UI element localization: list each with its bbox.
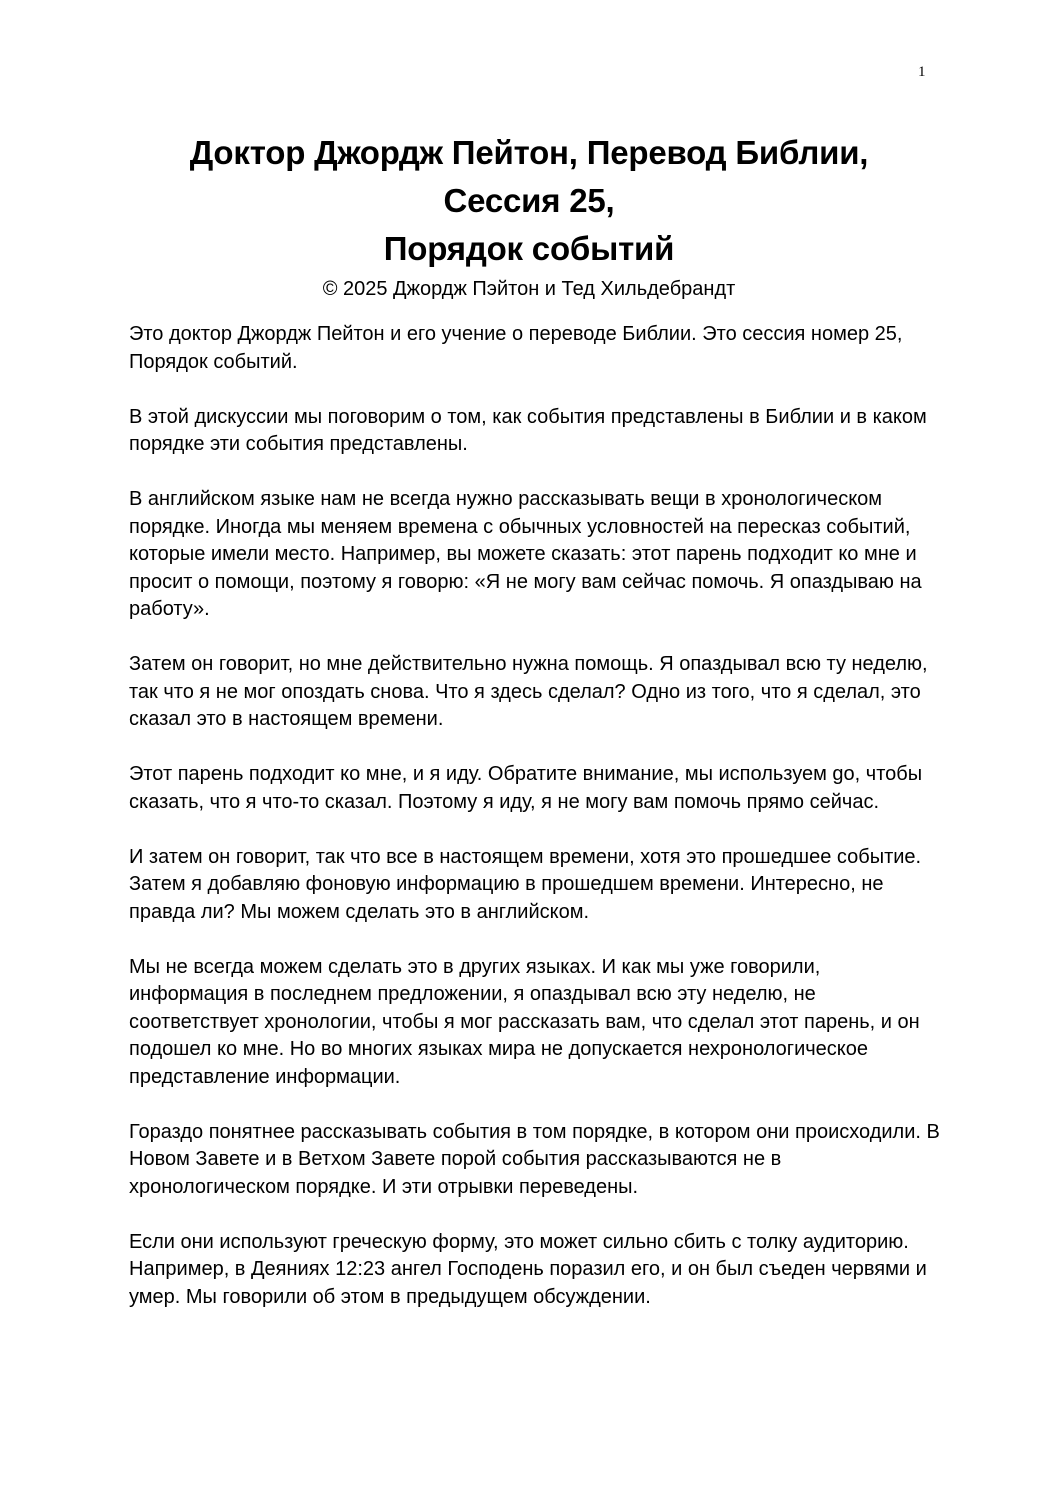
paragraph-4: Затем он говорит, но мне действительно нужна помощь. Я опаздывал всю ту неделю, так что я не мог опоздать снова. Что я здесь сделал? Одно из того, что я сделал, это сказал это в настоящем времени. [129, 653, 928, 730]
page-number: 1 [918, 64, 926, 80]
paragraph-3: В английском языке нам не всегда нужно рассказывать вещи в хронологическом порядке. Иногда мы меняем времена с обычных условностей на пересказ событий, которые имели место. Например, вы можете сказать: этот парень подходит ко мне и просит о помощи, поэтому я говорю: «Я не могу вам сейчас помочь. Я опаздываю на работу». [129, 488, 922, 620]
paragraph-7: Мы не всегда можем сделать это в других языках. И как мы уже говорили, информация в последнем предложении, я опаздывал всю эту неделю, не соответствует хронологии, чтобы я мог рассказать вам, что сделал этот парень, и он подошел ко мне. Но во многих языках мира не допускается нехронологическое представление информации. [129, 955, 920, 1088]
document-header [100, 129, 958, 304]
document-title-line-1: Доктор Джордж Пейтон, Перевод Библии, [189, 134, 869, 171]
paragraph-8: Гораздо понятнее рассказывать события в том порядке, в котором они происходили. В Новом Завете и в Ветхом Завете порой события рассказываются не в хронологическом порядке. И эти отрывки переведены. [129, 1120, 940, 1198]
paragraph-1: Это доктор Джордж Пейтон и его учение о переводе Библии. Это сессия номер 25, Порядок событий. [129, 323, 903, 373]
paragraph-6: И затем он говорит, так что все в настоящем времени, хотя это прошедшее событие. Затем я добавляю фоновую информацию в прошедшем времени. Интересно, не правда ли? Мы можем сделать это в английском. [129, 845, 922, 923]
paragraph-2: В этой дискуссии мы поговорим о том, как события представлены в Библии и в каком порядке эти события представлены. [129, 405, 927, 455]
paragraph-9: Если они используют греческую форму, это может сильно сбить с толку аудиторию. Например, в Деяниях 12:23 ангел Господень поразил его, и он был съеден червями и умер. Мы говорили об этом в предыдущем обсуждении. [129, 1230, 927, 1308]
document-body [129, 321, 941, 1339]
paragraph-5: Этот парень подходит ко мне, и я иду. Обратите внимание, мы используем go, чтобы сказать, что я что-то сказал. Поэтому я иду, я не могу вам помочь прямо сейчас. [129, 763, 923, 813]
document-title-line-3: Порядок событий [383, 230, 675, 267]
copyright-line: © 2025 Джордж Пэйтон и Тед Хильдебрандт [322, 278, 736, 300]
document-title-line-2: Сессия 25, [443, 182, 615, 219]
